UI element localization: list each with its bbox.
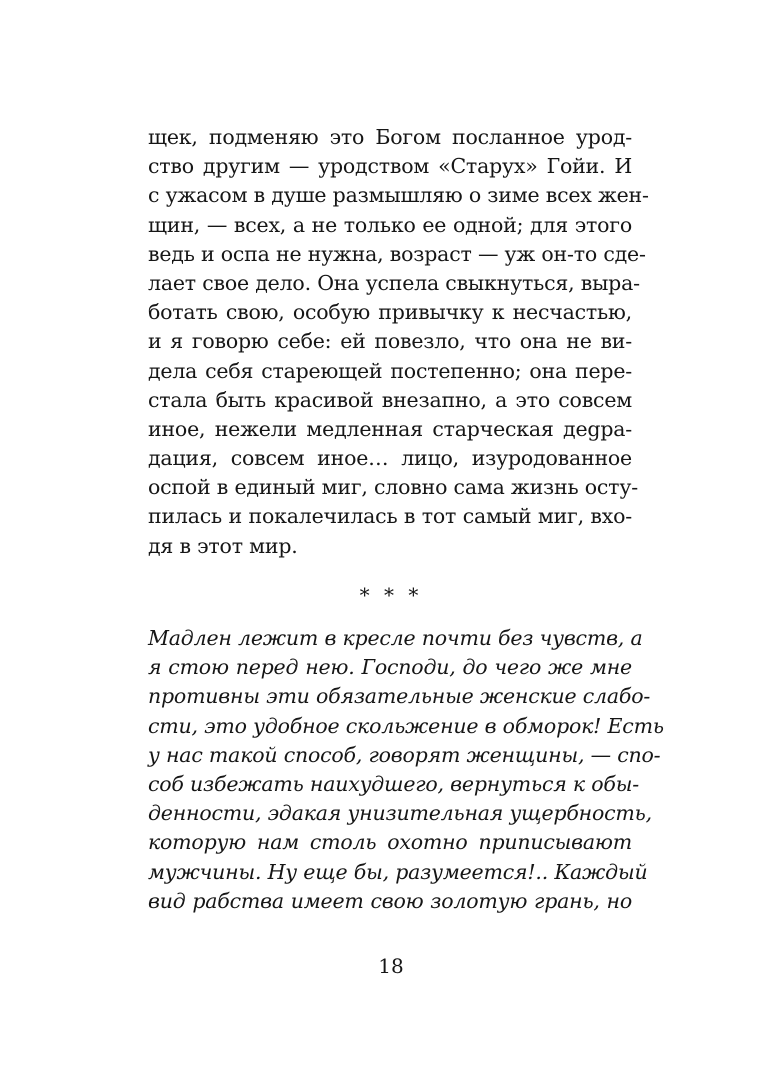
text-line-last: дя в этот мир.: [148, 533, 298, 558]
paragraph-italic: [148, 624, 664, 916]
text-line: противны эти обязательные женские слабо-: [148, 684, 651, 709]
text-line: с ужасом в душе размышляю о зиме всех жен-: [148, 183, 649, 208]
page-number: 18: [378, 954, 404, 978]
text-line: и я говорю себе: ей повезло, что она не ви-: [148, 329, 632, 354]
text-line: стала быть красивой внезапно, а это совсем: [148, 387, 632, 412]
text-line: Мадлен лежит в кресле почти без чувств, а: [148, 626, 643, 650]
section-separator: * * *: [359, 583, 423, 607]
text-line: иное, нежели медленная старческая деgра-: [148, 416, 632, 441]
text-line: сти, это удобное скольжение в обморок! Есть: [148, 713, 664, 738]
text-line: у нас такой способ, говорят женщины, — спо-: [148, 742, 661, 767]
text-line: дация, совсем иное… лицо, изуродованное: [148, 446, 632, 471]
text-line: соб избежать наихудшего, вернуться к обы-: [148, 771, 639, 796]
text-line: щек, подменяю это Богом посланное урод-: [148, 125, 632, 149]
text-line: лает свое дело. Она успела свыкнуться, выра-: [148, 270, 640, 295]
text-line: мужчины. Ну еще бы, разумеется!.. Каждый: [148, 859, 648, 884]
text-line: денности, эдакая унизительная ущербность,: [148, 801, 652, 826]
text-line: дела себя стареющей постепенно; она пере-: [148, 358, 632, 383]
text-line: я стою перед нею. Господи, до чего же мне: [148, 655, 632, 680]
text-line: вид рабства имеет свою золотую грань, но: [148, 888, 632, 913]
text-line: которую нам столь охотно приписывают: [148, 830, 632, 855]
text-line: щин, — всех, а не только ее одной; для этого: [148, 212, 632, 237]
text-line: ство другим — уродством «Старух» Гойи. И: [148, 154, 632, 179]
text-line: ботать свою, особую привычку к несчастью,: [148, 300, 632, 325]
paragraph-regular: [148, 123, 649, 561]
text-line: пилась и покалечилась в тот самый миг, вхо-: [148, 504, 632, 529]
text-line: ведь и оспа не нужна, возраст — уж он-то сде-: [148, 241, 646, 266]
text-line: оспой в единый миг, словно сама жизнь осту-: [148, 475, 638, 500]
